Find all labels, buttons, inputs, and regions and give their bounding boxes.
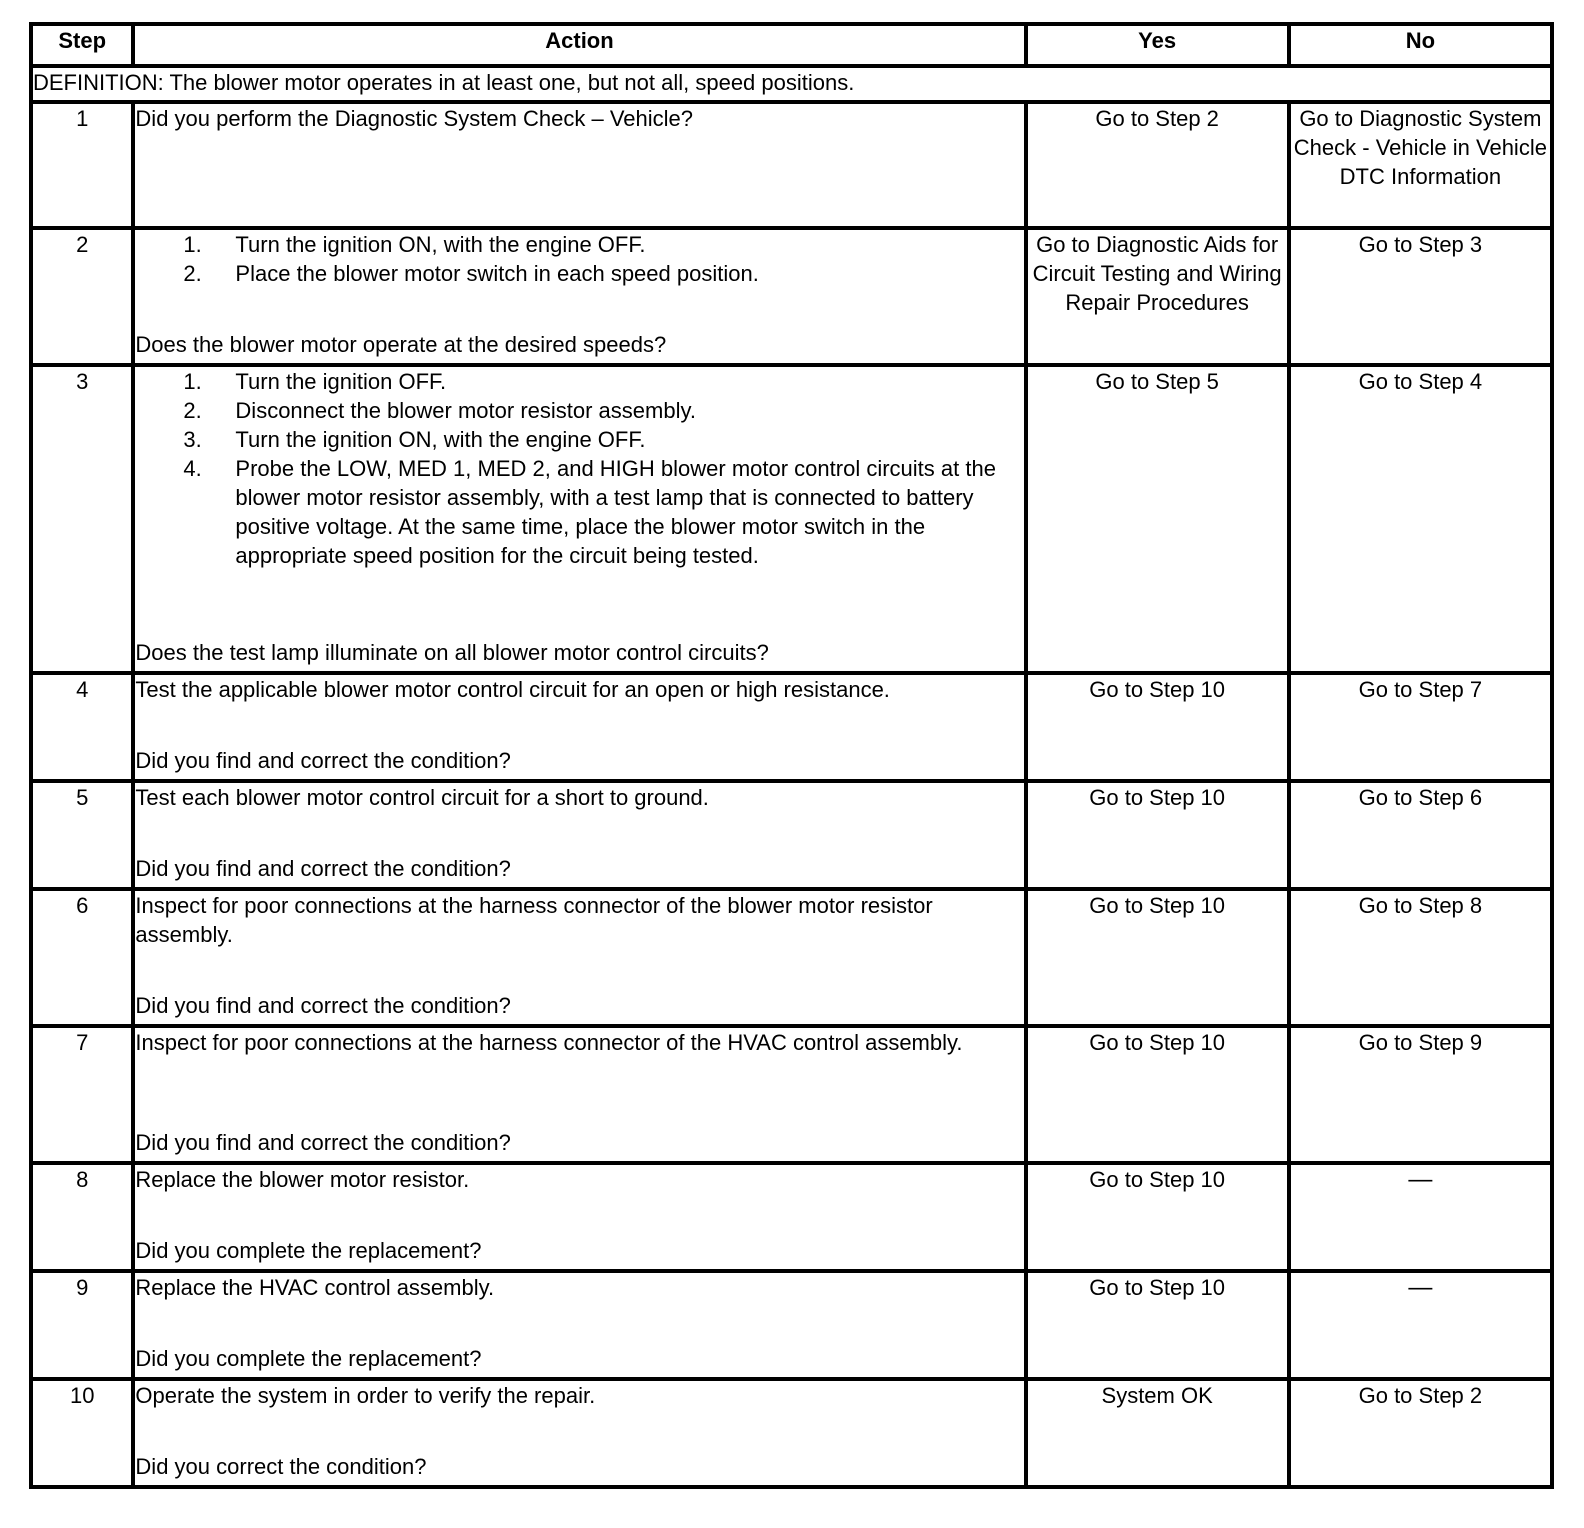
table-row — [31, 889, 1552, 1026]
action-cell — [133, 102, 1025, 228]
no-cell: Go to Step 4 — [1289, 365, 1552, 673]
step-number: 6 — [31, 889, 133, 1026]
table-row — [31, 228, 1552, 365]
table-row — [31, 1026, 1552, 1163]
no-cell: Go to Step 2 — [1289, 1379, 1552, 1487]
action-question: Does the blower motor operate at the desired speeds? — [135, 332, 667, 357]
no-cell: Go to Step 6 — [1289, 781, 1552, 889]
action-instruction: Operate the system in order to verify the repair. — [135, 1383, 596, 1408]
yes-cell: Go to Step 10 — [1026, 673, 1289, 781]
no-cell: — — [1289, 1163, 1552, 1271]
step-number: 10 — [31, 1379, 133, 1487]
action-question: Did you complete the replacement? — [135, 1238, 482, 1263]
table-row — [31, 781, 1552, 889]
table-row — [31, 1379, 1552, 1487]
action-instruction: Test the applicable blower motor control circuit for an open or high resistance. — [135, 677, 890, 702]
action-question: Did you find and correct the condition? — [135, 748, 511, 773]
table-row — [31, 102, 1552, 228]
no-cell: Go to Step 7 — [1289, 673, 1552, 781]
action-cell — [133, 1163, 1025, 1271]
header-step: Step — [31, 24, 133, 66]
step-number: 1 — [31, 102, 133, 228]
yes-cell: Go to Diagnostic Aids for Circuit Testing and Wiring Repair Procedures — [1026, 228, 1289, 365]
table-row — [31, 1163, 1552, 1271]
step-number: 5 — [31, 781, 133, 889]
list-item: 3. Turn the ignition ON, with the engine OFF. — [183, 427, 646, 452]
step-number: 3 — [31, 365, 133, 673]
header-row — [31, 24, 1552, 66]
no-cell: Go to Step 8 — [1289, 889, 1552, 1026]
list-item: 1. Turn the ignition ON, with the engine OFF. — [183, 232, 646, 257]
yes-cell: System OK — [1026, 1379, 1289, 1487]
no-cell: Go to Diagnostic System Check - Vehicle in Vehicle DTC Information — [1289, 102, 1552, 228]
no-cell: Go to Step 9 — [1289, 1026, 1552, 1163]
action-cell — [133, 1026, 1025, 1163]
yes-cell: Go to Step 5 — [1026, 365, 1289, 673]
action-cell — [133, 673, 1025, 781]
action-question: Does the test lamp illuminate on all blower motor control circuits? — [135, 640, 769, 665]
yes-cell: Go to Step 10 — [1026, 781, 1289, 889]
action-list — [135, 230, 1023, 288]
header-action: Action — [133, 24, 1025, 66]
table-row — [31, 673, 1552, 781]
action-cell — [133, 781, 1025, 889]
diagnostic-table — [29, 22, 1554, 1489]
header-yes: Yes — [1026, 24, 1289, 66]
yes-cell: Go to Step 10 — [1026, 1026, 1289, 1163]
action-question: Did you find and correct the condition? — [135, 993, 511, 1018]
definition-row — [31, 66, 1552, 102]
action-question: Did you correct the condition? — [135, 1454, 427, 1479]
step-number: 4 — [31, 673, 133, 781]
yes-cell: Go to Step 10 — [1026, 1271, 1289, 1379]
action-question: Did you perform the Diagnostic System Check – Vehicle? — [135, 106, 694, 131]
list-item: 4. Probe the LOW, MED 1, MED 2, and HIGH blower motor control circuits at the blower motor resistor assembly, with a test lamp that is connected to battery positive voltage. At the same time, place the blower motor switch in the appropriate speed position for the circuit being tested. — [183, 456, 996, 568]
yes-cell: Go to Step 10 — [1026, 889, 1289, 1026]
action-list — [135, 367, 1023, 570]
step-number: 2 — [31, 228, 133, 365]
action-instruction: Test each blower motor control circuit for a short to ground. — [135, 785, 709, 810]
list-item: 2. Place the blower motor switch in each speed position. — [183, 261, 759, 286]
action-cell — [133, 365, 1025, 673]
table-row — [31, 365, 1552, 673]
list-item: 1. Turn the ignition OFF. — [183, 369, 447, 394]
yes-cell: Go to Step 2 — [1026, 102, 1289, 228]
yes-cell: Go to Step 10 — [1026, 1163, 1289, 1271]
step-number: 7 — [31, 1026, 133, 1163]
definition-text: DEFINITION: The blower motor operates in at least one, but not all, speed positions. — [31, 66, 1552, 102]
no-cell: — — [1289, 1271, 1552, 1379]
table-row — [31, 1271, 1552, 1379]
action-cell — [133, 1271, 1025, 1379]
action-question: Did you find and correct the condition? — [135, 856, 511, 881]
action-cell — [133, 228, 1025, 365]
action-cell — [133, 1379, 1025, 1487]
action-instruction: Replace the blower motor resistor. — [135, 1167, 470, 1192]
action-question: Did you find and correct the condition? — [135, 1130, 511, 1155]
action-question: Did you complete the replacement? — [135, 1346, 482, 1371]
step-number: 9 — [31, 1271, 133, 1379]
header-no: No — [1289, 24, 1552, 66]
list-item: 2. Disconnect the blower motor resistor assembly. — [183, 398, 696, 423]
action-instruction: Inspect for poor connections at the harness connector of the HVAC control assembly. — [135, 1030, 963, 1055]
action-instruction: Inspect for poor connections at the harness connector of the blower motor resistor assembly. — [135, 893, 933, 947]
action-instruction: Replace the HVAC control assembly. — [135, 1275, 495, 1300]
action-cell — [133, 889, 1025, 1026]
no-cell: Go to Step 3 — [1289, 228, 1552, 365]
step-number: 8 — [31, 1163, 133, 1271]
